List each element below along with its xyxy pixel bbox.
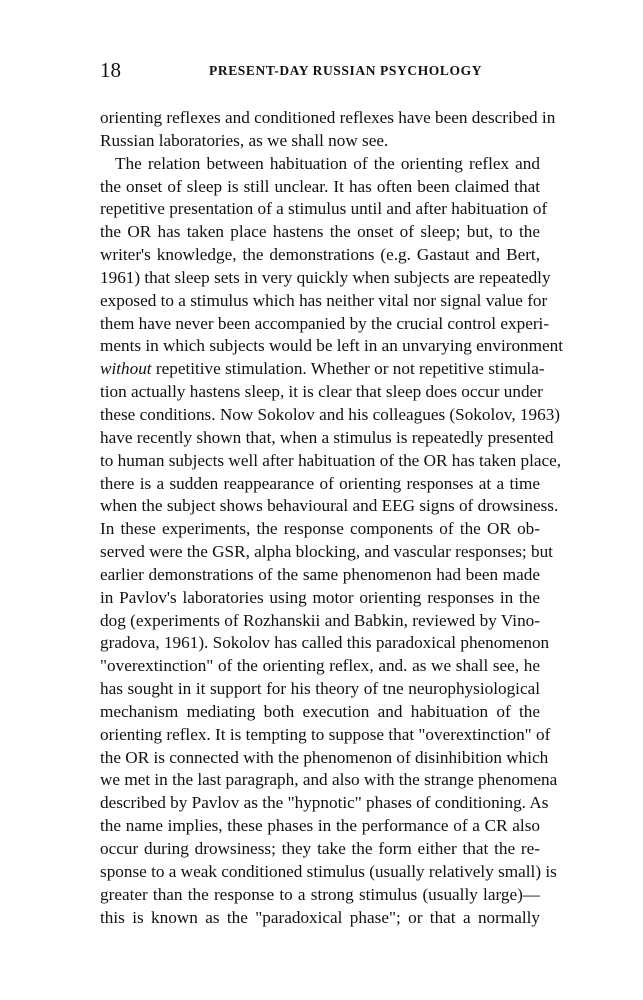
text-line: in Pavlov's laboratories using motor orienting responses in the bbox=[100, 587, 540, 607]
body-text bbox=[100, 107, 564, 929]
text-line: these conditions. Now Sokolov and his colleagues (Sokolov, 1963) bbox=[100, 404, 561, 424]
text-line: we met in the last paragraph, and also with the strange phenomena bbox=[100, 770, 558, 790]
text-line: The relation between habituation of the orienting reflex and bbox=[115, 153, 540, 173]
text-line-with-emphasis bbox=[100, 358, 545, 381]
text-line: 1961) that sleep sets in very quickly when subjects are repeatedly bbox=[100, 267, 551, 287]
paragraph-2 bbox=[100, 153, 564, 930]
text-line: sponse to a weak conditioned stimulus (usually relatively small) is bbox=[100, 861, 557, 881]
running-title: PRESENT-DAY RUSSIAN PSYCHOLOGY bbox=[209, 63, 483, 78]
text-line: have recently shown that, when a stimulus is repeatedly presented bbox=[100, 427, 554, 447]
text-line: the OR has taken place hastens the onset of sleep; but, to the bbox=[100, 222, 540, 242]
emphasized-word: without bbox=[100, 359, 152, 379]
text-line-rest: repetitive stimulation. Whether or not repetitive stimula- bbox=[151, 359, 545, 379]
text-line: dog (experiments of Rozhanskii and Babkin, reviewed by Vino- bbox=[100, 610, 540, 630]
text-line: the OR is connected with the phenomenon of disinhibition which bbox=[100, 747, 549, 767]
text-line: ments in which subjects would be left in an unvarying environment bbox=[100, 336, 564, 356]
text-line: orienting reflexes and conditioned reflexes have been described in bbox=[100, 108, 556, 127]
paragraph-1 bbox=[100, 107, 556, 153]
text-line: to human subjects well after habituation of the OR has taken place, bbox=[100, 450, 562, 470]
text-line: earlier demonstrations of the same phenomenon had been made bbox=[100, 564, 540, 584]
text-line: served were the GSR, alpha blocking, and vascular responses; but bbox=[100, 542, 553, 562]
text-line: exposed to a stimulus which has neither vital nor signal value for bbox=[100, 290, 548, 310]
text-line: writer's knowledge, the demonstrations (e.g. Gastaut and Bert, bbox=[100, 245, 540, 265]
text-line: described by Pavlov as the "hypnotic" phases of conditioning. As bbox=[100, 793, 549, 813]
page-number: 18 bbox=[100, 58, 121, 82]
text-line: there is a sudden reappearance of orienting responses at a time bbox=[100, 473, 540, 493]
text-line: has sought in it support for his theory of tne neurophysiological bbox=[100, 679, 540, 699]
text-line: occur during drowsiness; they take the form either that the re- bbox=[100, 839, 540, 858]
text-line: when the subject shows behavioural and EEG signs of drowsiness. bbox=[100, 496, 559, 516]
text-line: them have never been accompanied by the crucial control experi- bbox=[100, 313, 550, 333]
text-line: greater than the response to a strong stimulus (usually large)— bbox=[100, 884, 540, 904]
running-header bbox=[100, 56, 540, 84]
text-line: the name implies, these phases in the performance of a CR also bbox=[100, 816, 540, 836]
text-line: In these experiments, the response components of the OR ob- bbox=[100, 519, 540, 539]
text-line: repetitive presentation of a stimulus until and after habituation of bbox=[100, 199, 548, 219]
text-line: mechanism mediating both execution and habituation of the bbox=[100, 701, 540, 721]
text-line: tion actually hastens sleep, it is clear that sleep does occur under bbox=[100, 382, 543, 402]
text-line: "overextinction" of the orienting reflex, and. as we shall see, he bbox=[100, 656, 540, 676]
text-line: the onset of sleep is still unclear. It has often been claimed that bbox=[100, 176, 540, 196]
text-line: Russian laboratories, as we shall now see. bbox=[100, 130, 389, 150]
text-line: this is known as the "paradoxical phase"; or that a normally bbox=[100, 907, 540, 927]
text-line: gradova, 1961). Sokolov has called this paradoxical phenomenon bbox=[100, 633, 550, 653]
text-line: orienting reflex. It is tempting to suppose that "overextinction" of bbox=[100, 724, 551, 744]
